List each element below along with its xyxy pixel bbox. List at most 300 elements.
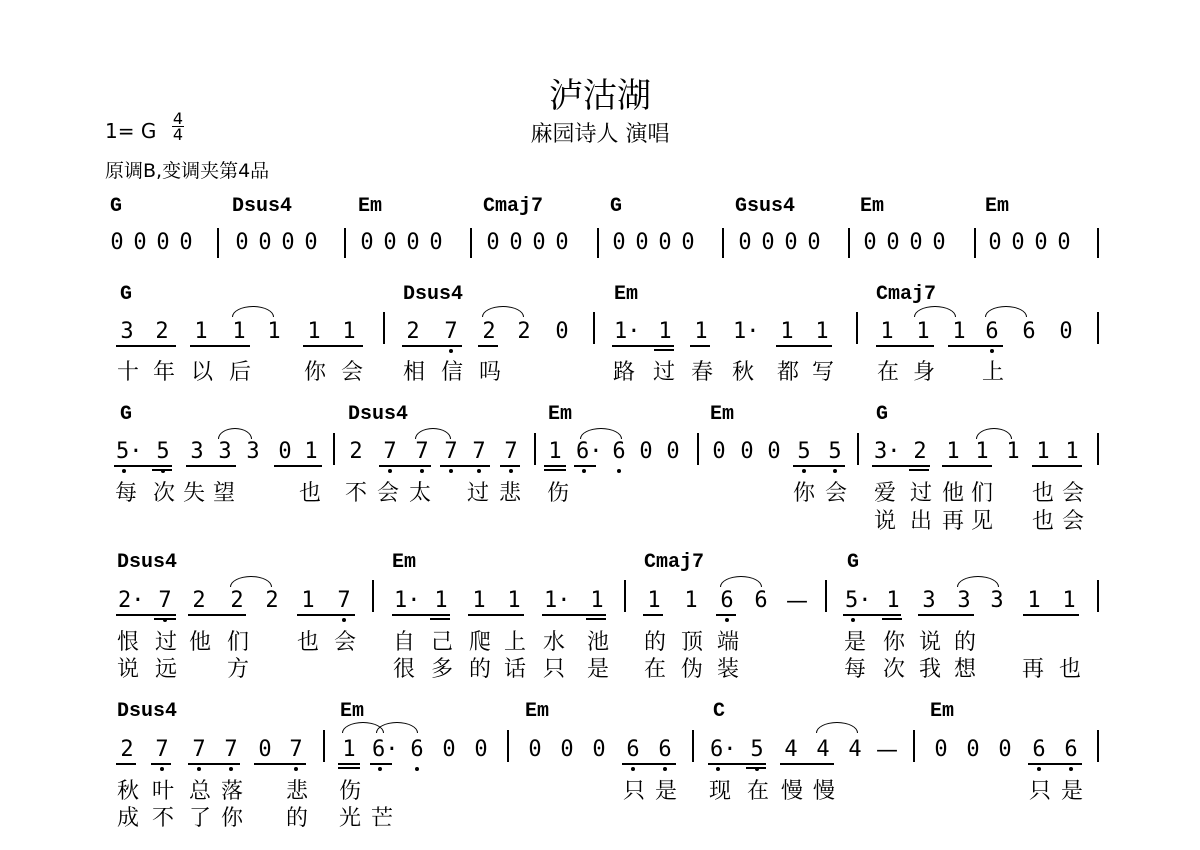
octave-dot [294, 767, 298, 771]
lyric-char: 都 [776, 360, 799, 385]
eighth-underline [708, 763, 766, 765]
jianpu-note: 2 [230, 588, 244, 613]
lyric-char: 的 [468, 657, 491, 682]
lyric-char: 悲 [285, 779, 308, 804]
chord-symbol: Gsus4 [735, 195, 796, 218]
bar-line [1097, 433, 1099, 465]
lyric-char: 会 [333, 630, 356, 655]
bar-line [722, 228, 724, 258]
lyric-char: 是 [586, 657, 609, 682]
chord-symbol: Dsus4 [117, 551, 178, 574]
jianpu-note: 7 [504, 439, 518, 464]
lyric-char: 写 [811, 360, 834, 385]
jianpu-note: 5 [828, 439, 842, 464]
time-signature-denominator: 4 [172, 125, 184, 144]
octave-dot [802, 469, 806, 473]
jianpu-note: 0 [156, 230, 170, 255]
bar-line [974, 228, 976, 258]
lyric-char: 会 [340, 360, 363, 385]
chord-symbol: Dsus4 [348, 403, 409, 426]
jianpu-note: 0 [932, 230, 946, 255]
jianpu-note: 3 [957, 588, 971, 613]
jianpu-note: 1 [342, 737, 356, 762]
jianpu-note: 3 [120, 319, 134, 344]
tie-arc [482, 306, 524, 317]
bar-line [597, 228, 599, 258]
jianpu-note: 0 [761, 230, 775, 255]
octave-dot [833, 469, 837, 473]
lyric-char: 的 [643, 630, 666, 655]
chord-symbol: G [120, 403, 133, 426]
eighth-underline [188, 614, 246, 616]
jianpu-note: 0 [681, 230, 695, 255]
singer-credit: 麻园诗人 演唱 [530, 122, 670, 147]
lyric-char: 说 [918, 630, 941, 655]
jianpu-note: 7 [155, 737, 169, 762]
lyric-char: 只 [1028, 779, 1051, 804]
eighth-underline [478, 345, 498, 347]
lyric-char: 爬 [468, 630, 491, 655]
lyric-char: 在 [876, 360, 899, 385]
eighth-underline [116, 345, 176, 347]
jianpu-note: 1 [507, 588, 521, 613]
jianpu-note: 0 [179, 230, 193, 255]
lyric-char: 现 [708, 779, 731, 804]
jianpu-note: 1 [434, 588, 448, 613]
lyric-char: 的 [953, 630, 976, 655]
jianpu-note: 6 [754, 588, 768, 613]
jianpu-note: 0 [1059, 319, 1073, 344]
lyric-char: 芒 [370, 806, 393, 831]
lyric-char: 在 [746, 779, 769, 804]
chord-symbol: Cmaj7 [644, 551, 705, 574]
jianpu-note: 1 [815, 319, 829, 344]
jianpu-note: 0 [784, 230, 798, 255]
eighth-underline [303, 345, 363, 347]
lyric-char: 伤 [546, 481, 569, 506]
jianpu-note: 1 [548, 439, 562, 464]
tie-arc [976, 428, 1012, 439]
jianpu-note: 1 [342, 319, 356, 344]
eighth-underline [1028, 763, 1082, 765]
jianpu-note: 1 [301, 588, 315, 613]
jianpu-note: 6 [1032, 737, 1046, 762]
eighth-underline [116, 614, 176, 616]
jianpu-note: 7 [444, 319, 458, 344]
eighth-underline [690, 345, 710, 347]
chord-symbol: Em [710, 403, 735, 426]
jianpu-note: 0 [712, 439, 726, 464]
jianpu-note: 7 [158, 588, 172, 613]
bar-line [323, 730, 325, 762]
jianpu-note: 1 [472, 588, 486, 613]
lyric-char: 伤 [338, 779, 361, 804]
jianpu-note: 1· [544, 588, 571, 613]
jianpu-note: 0 [235, 230, 249, 255]
lyric-char: 悲 [498, 481, 521, 506]
jianpu-note: 0 [934, 737, 948, 762]
jianpu-note: 0 [988, 230, 1002, 255]
sixteenth-underline [882, 618, 902, 620]
eighth-underline [542, 614, 606, 616]
jianpu-note: 1 [232, 319, 246, 344]
lyric-char: 们 [226, 630, 249, 655]
jianpu-note: 0 [658, 230, 672, 255]
bar-line [1097, 580, 1099, 612]
jianpu-note: 7 [415, 439, 429, 464]
jianpu-note: 7 [224, 737, 238, 762]
lyric-char: 多 [430, 657, 453, 682]
time-signature [170, 111, 186, 142]
eighth-underline [338, 763, 360, 765]
eighth-underline [1032, 465, 1082, 467]
bar-line [470, 228, 472, 258]
lyric-char: 池 [586, 630, 609, 655]
bar-line [1097, 730, 1099, 762]
lyric-char: 恨 [116, 630, 139, 655]
sixteenth-underline [430, 618, 450, 620]
lyric-char: 失 [182, 481, 205, 506]
lyric-char: 每 [114, 481, 137, 506]
lyric-char: 想 [953, 657, 976, 682]
jianpu-note: 0 [767, 439, 781, 464]
eighth-underline [188, 763, 240, 765]
jianpu-note: 0 [639, 439, 653, 464]
lyric-char: 秋 [731, 360, 754, 385]
octave-dot [378, 767, 382, 771]
jianpu-note: 0 [886, 230, 900, 255]
lyric-char: 会 [824, 481, 847, 506]
lyric-char: 年 [152, 360, 175, 385]
octave-dot [1037, 767, 1041, 771]
key-signature: 1= G [105, 119, 157, 143]
jianpu-note: 3 [246, 439, 260, 464]
chord-symbol: Cmaj7 [483, 195, 544, 218]
jianpu-note: 0 [555, 319, 569, 344]
jianpu-note: 3 [218, 439, 232, 464]
jianpu-note: 2 [482, 319, 496, 344]
lyric-char: 过 [466, 481, 489, 506]
eighth-underline [843, 614, 901, 616]
octave-dot [122, 469, 126, 473]
tie-arc [415, 428, 451, 439]
jianpu-note: 1· [614, 319, 641, 344]
eighth-underline [918, 614, 974, 616]
lyric-char: 望 [212, 481, 235, 506]
bar-line [593, 312, 595, 344]
lyric-char: 再 [1021, 657, 1044, 682]
jianpu-note: 0 [406, 230, 420, 255]
jianpu-note: 1 [590, 588, 604, 613]
tie-arc [985, 306, 1027, 317]
lyric-char: 上 [503, 630, 526, 655]
eighth-underline [942, 465, 992, 467]
lyric-char: 吗 [478, 360, 501, 385]
lyric-char: 信 [440, 360, 463, 385]
jianpu-note: 1 [307, 319, 321, 344]
octave-dot [477, 469, 481, 473]
eighth-underline [612, 345, 674, 347]
eighth-underline [876, 345, 934, 347]
lyric-char: 我 [918, 657, 941, 682]
tie-arc [232, 306, 274, 317]
jianpu-note: 0 [740, 439, 754, 464]
chord-symbol: Em [985, 195, 1010, 218]
jianpu-note: 0 [612, 230, 626, 255]
chord-symbol: G [610, 195, 623, 218]
jianpu-note: 6· [710, 737, 737, 762]
jianpu-note: 7 [337, 588, 351, 613]
jianpu-note: 0 [278, 439, 292, 464]
jianpu-note: 6 [720, 588, 734, 613]
lyric-char: 伪 [680, 657, 703, 682]
jianpu-note: 1 [880, 319, 894, 344]
chord-symbol: Cmaj7 [876, 283, 937, 306]
lyric-char: 说 [116, 657, 139, 682]
jianpu-note: 4 [816, 737, 830, 762]
chord-symbol: Em [392, 551, 417, 574]
lyric-char: 每 [843, 657, 866, 682]
bar-line [344, 228, 346, 258]
jianpu-note: 0 [1011, 230, 1025, 255]
eighth-underline [793, 465, 845, 467]
lyric-char: 会 [376, 481, 399, 506]
chord-symbol: G [876, 403, 889, 426]
tie-arc [816, 722, 858, 733]
jianpu-note: 1 [304, 439, 318, 464]
chord-symbol: C [713, 700, 726, 723]
chord-symbol: Dsus4 [403, 283, 464, 306]
eighth-underline [254, 763, 306, 765]
lyric-char: 很 [392, 657, 415, 682]
lyric-char: 你 [303, 360, 326, 385]
eighth-underline [114, 465, 172, 467]
lyric-char: 是 [843, 630, 866, 655]
jianpu-note: 0 [304, 230, 318, 255]
eighth-underline [440, 465, 490, 467]
chord-symbol: Em [548, 403, 573, 426]
jianpu-note: 0 [863, 230, 877, 255]
jianpu-note: 0 [1034, 230, 1048, 255]
jianpu-note: 2 [517, 319, 531, 344]
jianpu-note: 2 [120, 737, 134, 762]
bar-line [697, 433, 699, 465]
eighth-underline [643, 614, 663, 616]
jianpu-note: 4 [848, 737, 862, 762]
jianpu-note: 2· [118, 588, 145, 613]
jianpu-note: 5· [116, 439, 143, 464]
jianpu-note: 1 [780, 319, 794, 344]
bar-line [217, 228, 219, 258]
jianpu-note: 0 [592, 737, 606, 762]
jianpu-note: 1 [1062, 588, 1076, 613]
eighth-underline [370, 763, 392, 765]
lyric-char: 会 [1061, 509, 1084, 534]
chord-symbol: Em [614, 283, 639, 306]
lyric-char: 你 [882, 630, 905, 655]
jianpu-note: 7 [192, 737, 206, 762]
bar-line [1097, 312, 1099, 344]
bar-line [507, 730, 509, 762]
lyric-char: 相 [402, 360, 425, 385]
octave-dot [342, 618, 346, 622]
octave-dot [415, 767, 419, 771]
tie-arc [720, 576, 762, 587]
jianpu-note: 7 [472, 439, 486, 464]
octave-dot [582, 469, 586, 473]
time-signature-numerator: 4 [172, 109, 184, 128]
jianpu-note: 1 [1027, 588, 1041, 613]
hold-dash: — [786, 589, 808, 614]
eighth-underline [872, 465, 930, 467]
jianpu-note: 0 [807, 230, 821, 255]
jianpu-note: 1 [946, 439, 960, 464]
octave-dot [663, 767, 667, 771]
lyric-char: 叶 [151, 779, 174, 804]
bar-line [534, 433, 536, 465]
lyric-char: 再 [941, 509, 964, 534]
tie-arc [218, 428, 252, 439]
eighth-underline [780, 763, 834, 765]
chord-symbol: Em [340, 700, 365, 723]
jianpu-note: 1 [658, 319, 672, 344]
lyric-char: 爱 [873, 481, 896, 506]
jianpu-note: 1 [886, 588, 900, 613]
eighth-underline [468, 614, 524, 616]
lyric-char: 只 [542, 657, 565, 682]
lyric-char: 也 [1058, 657, 1081, 682]
octave-dot [631, 767, 635, 771]
jianpu-note: 0 [966, 737, 980, 762]
jianpu-note: 2 [913, 439, 927, 464]
tie-arc [376, 722, 418, 733]
octave-dot [617, 469, 621, 473]
tie-arc [580, 428, 622, 439]
jianpu-note: 2 [406, 319, 420, 344]
lyric-char: 不 [344, 481, 367, 506]
lyric-char: 顶 [680, 630, 703, 655]
lyric-char: 身 [912, 360, 935, 385]
jianpu-note: 0 [474, 737, 488, 762]
lyric-char: 他 [941, 481, 964, 506]
lyric-char: 后 [228, 360, 251, 385]
octave-dot [449, 349, 453, 353]
jianpu-note: 6 [626, 737, 640, 762]
jianpu-note: 6 [410, 737, 424, 762]
song-title: 泸沽湖 [549, 76, 651, 116]
jianpu-note: 6 [1064, 737, 1078, 762]
lyric-char: 只 [622, 779, 645, 804]
lyric-char: 太 [408, 481, 431, 506]
chord-symbol: Dsus4 [232, 195, 293, 218]
lyric-char: 的 [285, 806, 308, 831]
tie-arc [230, 576, 272, 587]
jianpu-note: 2 [155, 319, 169, 344]
lyric-char: 总 [188, 779, 211, 804]
octave-dot [388, 469, 392, 473]
jianpu-note: 6 [1022, 319, 1036, 344]
eighth-underline [151, 763, 171, 765]
eighth-underline [190, 345, 250, 347]
lyric-char: 水 [542, 630, 565, 655]
lyric-char: 过 [154, 630, 177, 655]
lyric-char: 你 [220, 806, 243, 831]
sixteenth-underline [152, 469, 172, 471]
lyric-char: 春 [690, 360, 713, 385]
jianpu-note: 0 [666, 439, 680, 464]
lyric-char: 们 [970, 481, 993, 506]
lyric-char: 不 [151, 806, 174, 831]
chord-symbol: G [110, 195, 123, 218]
eighth-underline [716, 614, 736, 616]
chord-symbol: G [120, 283, 133, 306]
jianpu-note: 6· [372, 737, 399, 762]
octave-dot [160, 767, 164, 771]
jianpu-note: 0 [360, 230, 374, 255]
lyric-char: 远 [154, 657, 177, 682]
bar-line [825, 580, 827, 612]
lyric-char: 己 [430, 630, 453, 655]
sixteenth-underline [909, 469, 929, 471]
lyric-char: 过 [652, 360, 675, 385]
bar-line [1097, 228, 1099, 258]
jianpu-note: 0 [738, 230, 752, 255]
jianpu-note: 1· [733, 319, 760, 344]
eighth-underline [544, 465, 566, 467]
jianpu-note: 6· [576, 439, 603, 464]
jianpu-note: 5· [845, 588, 872, 613]
chord-symbol: Em [525, 700, 550, 723]
octave-dot [851, 618, 855, 622]
eighth-underline [574, 465, 596, 467]
sixteenth-underline [746, 767, 766, 769]
eighth-underline [186, 465, 236, 467]
eighth-underline [402, 345, 462, 347]
jianpu-note: 0 [560, 737, 574, 762]
jianpu-note: 0 [1057, 230, 1071, 255]
octave-dot [509, 469, 513, 473]
lyric-char: 话 [503, 657, 526, 682]
jianpu-note: 5 [750, 737, 764, 762]
jianpu-note: 0 [133, 230, 147, 255]
jianpu-note: 0 [909, 230, 923, 255]
lyric-char: 方 [226, 657, 249, 682]
eighth-underline [392, 614, 450, 616]
lyric-char: 十 [116, 360, 139, 385]
jianpu-note: 1 [975, 439, 989, 464]
jianpu-note: 0 [383, 230, 397, 255]
jianpu-note: 1 [647, 588, 661, 613]
jianpu-note: 6 [985, 319, 999, 344]
jianpu-note: 1 [1065, 439, 1079, 464]
jianpu-note: 4 [784, 737, 798, 762]
sixteenth-underline [154, 618, 176, 620]
lyric-char: 光 [338, 806, 361, 831]
chord-symbol: G [847, 551, 860, 574]
jianpu-note: 0 [532, 230, 546, 255]
bar-line [383, 312, 385, 344]
jianpu-note: 0 [635, 230, 649, 255]
lyric-char: 落 [220, 779, 243, 804]
octave-dot [449, 469, 453, 473]
octave-dot [725, 618, 729, 622]
chord-symbol: Em [860, 195, 885, 218]
jianpu-note: 0 [486, 230, 500, 255]
jianpu-note: 1 [194, 319, 208, 344]
eighth-underline [776, 345, 832, 347]
eighth-underline [622, 763, 676, 765]
jianpu-note: 0 [528, 737, 542, 762]
